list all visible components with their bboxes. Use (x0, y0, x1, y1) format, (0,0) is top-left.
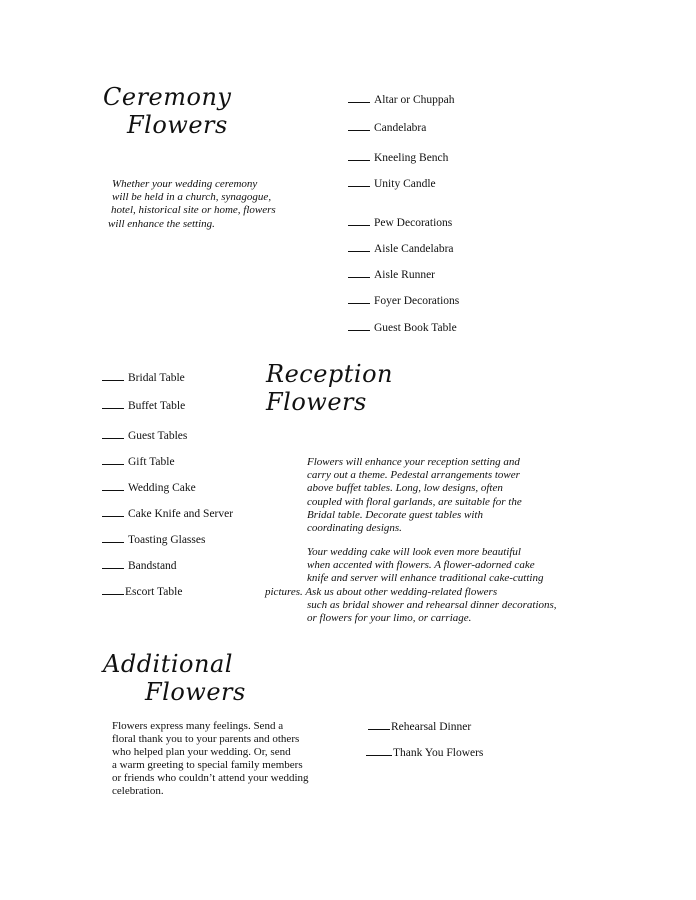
checkbox-blank[interactable] (368, 720, 390, 730)
checkbox-blank[interactable] (366, 746, 392, 756)
ceremony-item-candelabra[interactable] (348, 121, 426, 135)
checkbox-blank[interactable] (102, 371, 124, 381)
checkbox-blank[interactable] (102, 455, 124, 465)
ceremony-item-aisle-runner[interactable] (348, 268, 435, 282)
ceremony-item-altar[interactable] (348, 93, 454, 107)
checkbox-blank[interactable] (102, 481, 124, 491)
item-label: Altar or Chuppah (374, 94, 455, 106)
reception-para1-line: coordinating designs. (307, 522, 402, 535)
item-label: Escort Table (125, 586, 183, 598)
item-label: Guest Book Table (374, 322, 457, 334)
reception-item-toasting-glasses[interactable] (102, 533, 205, 547)
additional-para-line: a warm greeting to special family members (112, 759, 303, 771)
reception-item-gift-table[interactable] (102, 455, 175, 469)
reception-item-bridal-table[interactable] (102, 371, 185, 385)
additional-para-line: or friends who couldn’t attend your wedding (112, 772, 309, 784)
ceremony-item-aisle-candelabra[interactable] (348, 242, 454, 256)
reception-para2-line: when accented with flowers. A flower-adorned cake (307, 559, 535, 572)
reception-item-wedding-cake[interactable] (102, 481, 196, 495)
item-label: Guest Tables (128, 430, 188, 442)
additional-heading-line1: Additional (103, 650, 233, 678)
additional-para-line: who helped plan your wedding. Or, send (112, 746, 291, 758)
reception-para2-line: Your wedding cake will look even more beautiful (307, 546, 521, 558)
reception-para2-line: or flowers for your limo, or carriage. (307, 612, 472, 625)
checkbox-blank[interactable] (102, 585, 124, 595)
reception-para2-line: knife and server will enhance traditional cake-cutting (307, 572, 544, 585)
additional-paragraph (112, 720, 309, 798)
item-label: Bridal Table (128, 372, 185, 384)
reception-para2-line: pictures. Ask us about other wedding-related flowers (265, 585, 498, 598)
reception-item-escort-table[interactable] (102, 585, 182, 599)
item-label: Kneeling Bench (374, 152, 449, 164)
checkbox-blank[interactable] (348, 321, 370, 331)
reception-item-cake-knife[interactable] (102, 507, 233, 521)
ceremony-intro-line: will be held in a church, synagogue, (112, 191, 272, 204)
checkbox-blank[interactable] (102, 507, 124, 517)
reception-para1-line: coupled with floral garlands, are suitable for the (307, 495, 522, 508)
item-label: Toasting Glasses (128, 534, 206, 546)
ceremony-heading-line2: Flowers (127, 111, 228, 139)
reception-para1-line: carry out a theme. Pedestal arrangements tower (307, 469, 520, 482)
reception-para2-line: such as bridal shower and rehearsal dinner decorations, (307, 598, 557, 611)
reception-item-buffet-table[interactable] (102, 399, 185, 413)
reception-heading-line1: Reception (266, 360, 394, 388)
additional-item-thank-you-flowers[interactable] (366, 746, 483, 760)
reception-para1-line: above buffet tables. Long, low designs, often (307, 482, 503, 495)
item-label: Rehearsal Dinner (391, 721, 472, 733)
reception-para1-line: Flowers will enhance your reception setting and (307, 456, 520, 468)
checkbox-blank[interactable] (348, 294, 370, 304)
ceremony-intro (108, 178, 276, 231)
reception-paragraph-1 (307, 456, 522, 535)
additional-para-line: floral thank you to your parents and others (112, 733, 300, 745)
item-label: Cake Knife and Server (128, 508, 234, 520)
additional-para-line: celebration. (112, 785, 164, 797)
item-label: Unity Candle (374, 178, 436, 190)
checkbox-blank[interactable] (348, 121, 370, 131)
ceremony-item-kneeling-bench[interactable] (348, 151, 448, 165)
item-label: Wedding Cake (128, 482, 196, 494)
checkbox-blank[interactable] (348, 216, 370, 226)
item-label: Candelabra (374, 122, 427, 134)
reception-item-guest-tables[interactable] (102, 429, 187, 443)
additional-item-rehearsal-dinner[interactable] (368, 720, 471, 734)
reception-heading-line2: Flowers (266, 388, 367, 416)
checkbox-blank[interactable] (102, 559, 124, 569)
ceremony-item-guest-book-table[interactable] (348, 321, 457, 335)
item-label: Foyer Decorations (374, 295, 460, 307)
ceremony-heading-line1: Ceremony (103, 83, 232, 111)
ceremony-intro-line: hotel, historical site or home, flowers (111, 204, 276, 217)
item-label: Aisle Runner (374, 269, 436, 281)
additional-para-line: Flowers express many feelings. Send a (112, 720, 284, 732)
checkbox-blank[interactable] (102, 399, 124, 409)
item-label: Aisle Candelabra (374, 243, 454, 255)
checkbox-blank[interactable] (348, 177, 370, 187)
ceremony-item-foyer-decorations[interactable] (348, 294, 459, 308)
checkbox-blank[interactable] (348, 93, 370, 103)
ceremony-item-pew-decorations[interactable] (348, 216, 452, 230)
ceremony-intro-line: will enhance the setting. (108, 217, 215, 230)
reception-paragraph-2 (265, 546, 557, 625)
item-label: Pew Decorations (374, 217, 453, 229)
item-label: Bandstand (128, 560, 177, 572)
additional-heading-line2: Flowers (145, 678, 246, 706)
item-label: Thank You Flowers (393, 747, 484, 759)
checkbox-blank[interactable] (102, 429, 124, 439)
ceremony-intro-line: Whether your wedding ceremony (112, 178, 258, 190)
checkbox-blank[interactable] (102, 533, 124, 543)
reception-item-bandstand[interactable] (102, 559, 177, 573)
item-label: Gift Table (128, 456, 175, 468)
checkbox-blank[interactable] (348, 268, 370, 278)
ceremony-item-unity-candle[interactable] (348, 177, 436, 191)
checkbox-blank[interactable] (348, 151, 370, 161)
reception-para1-line: Bridal table. Decorate guest tables with (307, 508, 483, 521)
item-label: Buffet Table (128, 400, 186, 412)
checkbox-blank[interactable] (348, 242, 370, 252)
